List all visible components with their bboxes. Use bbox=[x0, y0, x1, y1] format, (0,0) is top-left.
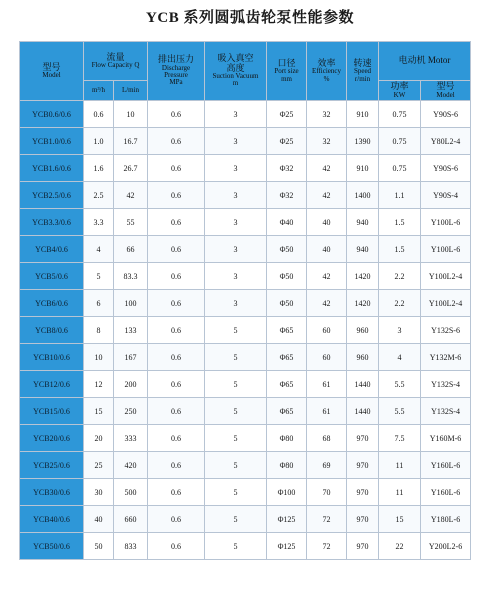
cell-motor-power: 1.5 bbox=[379, 209, 421, 236]
cell-speed: 940 bbox=[347, 209, 379, 236]
cell-speed: 970 bbox=[347, 506, 379, 533]
cell-motor-model: Y100L2-4 bbox=[421, 290, 471, 317]
table-row bbox=[20, 182, 471, 209]
cell-flow-m3h: 0.6 bbox=[84, 101, 114, 128]
cell-model: YCB12/0.6 bbox=[20, 371, 84, 398]
cell-suction: 3 bbox=[205, 182, 267, 209]
cell-suction: 5 bbox=[205, 425, 267, 452]
cell-motor-model: Y132S-4 bbox=[421, 398, 471, 425]
table-row bbox=[20, 506, 471, 533]
header-motor-power: 功率 KW bbox=[379, 81, 421, 101]
cell-flow-lmin: 55 bbox=[114, 209, 148, 236]
cell-port: Φ32 bbox=[267, 182, 307, 209]
cell-model: YCB8/0.6 bbox=[20, 317, 84, 344]
cell-motor-power: 2.2 bbox=[379, 290, 421, 317]
cell-port: Φ65 bbox=[267, 371, 307, 398]
cell-flow-lmin: 660 bbox=[114, 506, 148, 533]
cell-pressure: 0.6 bbox=[148, 425, 205, 452]
cell-efficiency: 42 bbox=[307, 263, 347, 290]
cell-port: Φ50 bbox=[267, 236, 307, 263]
header-flow-lmin: L/min bbox=[114, 81, 148, 101]
cell-suction: 5 bbox=[205, 398, 267, 425]
table-row bbox=[20, 344, 471, 371]
cell-flow-lmin: 250 bbox=[114, 398, 148, 425]
table-row bbox=[20, 398, 471, 425]
table-row bbox=[20, 209, 471, 236]
cell-flow-m3h: 6 bbox=[84, 290, 114, 317]
cell-motor-model: Y160M-6 bbox=[421, 425, 471, 452]
cell-motor-model: Y200L2-6 bbox=[421, 533, 471, 560]
cell-efficiency: 40 bbox=[307, 236, 347, 263]
cell-port: Φ25 bbox=[267, 128, 307, 155]
cell-motor-power: 0.75 bbox=[379, 155, 421, 182]
cell-port: Φ40 bbox=[267, 209, 307, 236]
cell-suction: 3 bbox=[205, 236, 267, 263]
cell-port: Φ50 bbox=[267, 290, 307, 317]
cell-pressure: 0.6 bbox=[148, 236, 205, 263]
cell-flow-m3h: 50 bbox=[84, 533, 114, 560]
cell-motor-power: 15 bbox=[379, 506, 421, 533]
cell-motor-power: 3 bbox=[379, 317, 421, 344]
cell-motor-model: Y90S-4 bbox=[421, 182, 471, 209]
cell-port: Φ80 bbox=[267, 452, 307, 479]
cell-pressure: 0.6 bbox=[148, 452, 205, 479]
cell-efficiency: 70 bbox=[307, 479, 347, 506]
cell-pressure: 0.6 bbox=[148, 398, 205, 425]
cell-speed: 970 bbox=[347, 452, 379, 479]
table-row bbox=[20, 236, 471, 263]
cell-motor-model: Y90S-6 bbox=[421, 101, 471, 128]
cell-flow-lmin: 83.3 bbox=[114, 263, 148, 290]
cell-suction: 3 bbox=[205, 101, 267, 128]
cell-speed: 960 bbox=[347, 317, 379, 344]
cell-speed: 1390 bbox=[347, 128, 379, 155]
cell-speed: 970 bbox=[347, 533, 379, 560]
cell-pressure: 0.6 bbox=[148, 479, 205, 506]
cell-motor-power: 0.75 bbox=[379, 101, 421, 128]
cell-port: Φ100 bbox=[267, 479, 307, 506]
cell-flow-lmin: 66 bbox=[114, 236, 148, 263]
cell-speed: 1420 bbox=[347, 290, 379, 317]
cell-model: YCB25/0.6 bbox=[20, 452, 84, 479]
cell-efficiency: 72 bbox=[307, 533, 347, 560]
cell-pressure: 0.6 bbox=[148, 155, 205, 182]
cell-flow-lmin: 333 bbox=[114, 425, 148, 452]
table-row bbox=[20, 452, 471, 479]
header-motor: 电动机 Motor bbox=[379, 42, 471, 81]
cell-speed: 940 bbox=[347, 236, 379, 263]
cell-suction: 5 bbox=[205, 317, 267, 344]
table-body bbox=[20, 101, 471, 560]
header-port: 口径 Port size mm bbox=[267, 42, 307, 101]
cell-flow-m3h: 15 bbox=[84, 398, 114, 425]
cell-pressure: 0.6 bbox=[148, 182, 205, 209]
cell-flow-m3h: 8 bbox=[84, 317, 114, 344]
cell-flow-m3h: 20 bbox=[84, 425, 114, 452]
table-row bbox=[20, 155, 471, 182]
cell-flow-lmin: 16.7 bbox=[114, 128, 148, 155]
cell-motor-power: 5.5 bbox=[379, 371, 421, 398]
cell-efficiency: 69 bbox=[307, 452, 347, 479]
header-pressure: 排出压力 Discharge Pressure MPa bbox=[148, 42, 205, 101]
cell-speed: 1440 bbox=[347, 371, 379, 398]
header-row-top bbox=[20, 42, 471, 81]
cell-suction: 3 bbox=[205, 128, 267, 155]
cell-model: YCB1.0/0.6 bbox=[20, 128, 84, 155]
cell-pressure: 0.6 bbox=[148, 209, 205, 236]
cell-model: YCB15/0.6 bbox=[20, 398, 84, 425]
header-flow: 流量 Flow Capacity Q bbox=[84, 42, 148, 81]
cell-motor-model: Y132M-6 bbox=[421, 344, 471, 371]
cell-flow-m3h: 4 bbox=[84, 236, 114, 263]
cell-flow-lmin: 200 bbox=[114, 371, 148, 398]
cell-motor-model: Y90S-6 bbox=[421, 155, 471, 182]
cell-port: Φ65 bbox=[267, 317, 307, 344]
table-row bbox=[20, 479, 471, 506]
cell-model: YCB0.6/0.6 bbox=[20, 101, 84, 128]
cell-port: Φ125 bbox=[267, 533, 307, 560]
cell-motor-power: 5.5 bbox=[379, 398, 421, 425]
header-motor-model: 型号 Model bbox=[421, 81, 471, 101]
cell-efficiency: 42 bbox=[307, 290, 347, 317]
table-row bbox=[20, 371, 471, 398]
cell-motor-model: Y100L2-4 bbox=[421, 263, 471, 290]
performance-table bbox=[19, 41, 471, 560]
cell-efficiency: 72 bbox=[307, 506, 347, 533]
cell-speed: 960 bbox=[347, 344, 379, 371]
header-efficiency: 效率 Efficiency % bbox=[307, 42, 347, 101]
cell-flow-m3h: 5 bbox=[84, 263, 114, 290]
table-row bbox=[20, 425, 471, 452]
page-title: YCB 系列圆弧齿轮泵性能参数 bbox=[146, 10, 354, 26]
cell-flow-m3h: 30 bbox=[84, 479, 114, 506]
cell-efficiency: 68 bbox=[307, 425, 347, 452]
cell-flow-lmin: 10 bbox=[114, 101, 148, 128]
cell-flow-m3h: 1.0 bbox=[84, 128, 114, 155]
table-row bbox=[20, 290, 471, 317]
header-suction: 吸入真空 高度 Suction Vacuum m bbox=[205, 42, 267, 101]
cell-motor-power: 11 bbox=[379, 479, 421, 506]
cell-flow-m3h: 1.6 bbox=[84, 155, 114, 182]
cell-flow-lmin: 26.7 bbox=[114, 155, 148, 182]
cell-flow-m3h: 40 bbox=[84, 506, 114, 533]
cell-speed: 1440 bbox=[347, 398, 379, 425]
cell-motor-model: Y160L-6 bbox=[421, 479, 471, 506]
cell-port: Φ32 bbox=[267, 155, 307, 182]
cell-port: Φ65 bbox=[267, 398, 307, 425]
cell-motor-model: Y80L2-4 bbox=[421, 128, 471, 155]
cell-motor-model: Y160L-6 bbox=[421, 452, 471, 479]
cell-flow-lmin: 420 bbox=[114, 452, 148, 479]
cell-suction: 5 bbox=[205, 533, 267, 560]
cell-speed: 970 bbox=[347, 425, 379, 452]
cell-motor-power: 1.5 bbox=[379, 236, 421, 263]
cell-suction: 3 bbox=[205, 155, 267, 182]
cell-suction: 5 bbox=[205, 371, 267, 398]
table-row bbox=[20, 101, 471, 128]
cell-port: Φ125 bbox=[267, 506, 307, 533]
cell-port: Φ80 bbox=[267, 425, 307, 452]
cell-speed: 910 bbox=[347, 101, 379, 128]
cell-flow-lmin: 42 bbox=[114, 182, 148, 209]
cell-model: YCB4/0.6 bbox=[20, 236, 84, 263]
cell-suction: 5 bbox=[205, 344, 267, 371]
cell-model: YCB40/0.6 bbox=[20, 506, 84, 533]
cell-speed: 970 bbox=[347, 479, 379, 506]
cell-model: YCB1.6/0.6 bbox=[20, 155, 84, 182]
table-row bbox=[20, 533, 471, 560]
cell-motor-power: 0.75 bbox=[379, 128, 421, 155]
cell-motor-power: 1.1 bbox=[379, 182, 421, 209]
cell-efficiency: 42 bbox=[307, 155, 347, 182]
cell-suction: 3 bbox=[205, 263, 267, 290]
cell-flow-m3h: 12 bbox=[84, 371, 114, 398]
cell-model: YCB50/0.6 bbox=[20, 533, 84, 560]
cell-speed: 1420 bbox=[347, 263, 379, 290]
cell-pressure: 0.6 bbox=[148, 344, 205, 371]
cell-port: Φ65 bbox=[267, 344, 307, 371]
cell-motor-model: Y132S-4 bbox=[421, 371, 471, 398]
table-row bbox=[20, 263, 471, 290]
cell-flow-m3h: 25 bbox=[84, 452, 114, 479]
cell-pressure: 0.6 bbox=[148, 371, 205, 398]
cell-speed: 1400 bbox=[347, 182, 379, 209]
cell-efficiency: 32 bbox=[307, 128, 347, 155]
cell-flow-m3h: 2.5 bbox=[84, 182, 114, 209]
cell-efficiency: 42 bbox=[307, 182, 347, 209]
cell-motor-power: 2.2 bbox=[379, 263, 421, 290]
cell-motor-power: 22 bbox=[379, 533, 421, 560]
cell-flow-m3h: 10 bbox=[84, 344, 114, 371]
cell-pressure: 0.6 bbox=[148, 101, 205, 128]
cell-flow-lmin: 133 bbox=[114, 317, 148, 344]
cell-motor-model: Y100L-6 bbox=[421, 209, 471, 236]
cell-port: Φ50 bbox=[267, 263, 307, 290]
cell-speed: 910 bbox=[347, 155, 379, 182]
cell-model: YCB5/0.6 bbox=[20, 263, 84, 290]
table-row bbox=[20, 128, 471, 155]
table-row bbox=[20, 317, 471, 344]
cell-efficiency: 61 bbox=[307, 371, 347, 398]
cell-pressure: 0.6 bbox=[148, 506, 205, 533]
cell-model: YCB3.3/0.6 bbox=[20, 209, 84, 236]
cell-flow-lmin: 100 bbox=[114, 290, 148, 317]
cell-efficiency: 60 bbox=[307, 344, 347, 371]
cell-motor-model: Y132S-6 bbox=[421, 317, 471, 344]
cell-model: YCB30/0.6 bbox=[20, 479, 84, 506]
cell-efficiency: 60 bbox=[307, 317, 347, 344]
cell-suction: 3 bbox=[205, 290, 267, 317]
cell-suction: 5 bbox=[205, 479, 267, 506]
cell-model: YCB6/0.6 bbox=[20, 290, 84, 317]
cell-suction: 3 bbox=[205, 209, 267, 236]
cell-motor-model: Y100L-6 bbox=[421, 236, 471, 263]
header-model: 型号 Model bbox=[20, 42, 84, 101]
cell-motor-power: 7.5 bbox=[379, 425, 421, 452]
cell-flow-m3h: 3.3 bbox=[84, 209, 114, 236]
cell-flow-lmin: 833 bbox=[114, 533, 148, 560]
cell-model: YCB2.5/0.6 bbox=[20, 182, 84, 209]
cell-suction: 5 bbox=[205, 452, 267, 479]
cell-pressure: 0.6 bbox=[148, 290, 205, 317]
cell-motor-model: Y180L-6 bbox=[421, 506, 471, 533]
header-flow-m3h: m³/h bbox=[84, 81, 114, 101]
cell-pressure: 0.6 bbox=[148, 128, 205, 155]
cell-flow-lmin: 500 bbox=[114, 479, 148, 506]
cell-efficiency: 61 bbox=[307, 398, 347, 425]
cell-pressure: 0.6 bbox=[148, 317, 205, 344]
cell-suction: 5 bbox=[205, 506, 267, 533]
cell-motor-power: 11 bbox=[379, 452, 421, 479]
cell-efficiency: 32 bbox=[307, 101, 347, 128]
cell-motor-power: 4 bbox=[379, 344, 421, 371]
cell-model: YCB10/0.6 bbox=[20, 344, 84, 371]
cell-flow-lmin: 167 bbox=[114, 344, 148, 371]
cell-pressure: 0.6 bbox=[148, 533, 205, 560]
header-speed: 转速 Speed r/min bbox=[347, 42, 379, 101]
cell-efficiency: 40 bbox=[307, 209, 347, 236]
cell-model: YCB20/0.6 bbox=[20, 425, 84, 452]
cell-pressure: 0.6 bbox=[148, 263, 205, 290]
cell-port: Φ25 bbox=[267, 101, 307, 128]
